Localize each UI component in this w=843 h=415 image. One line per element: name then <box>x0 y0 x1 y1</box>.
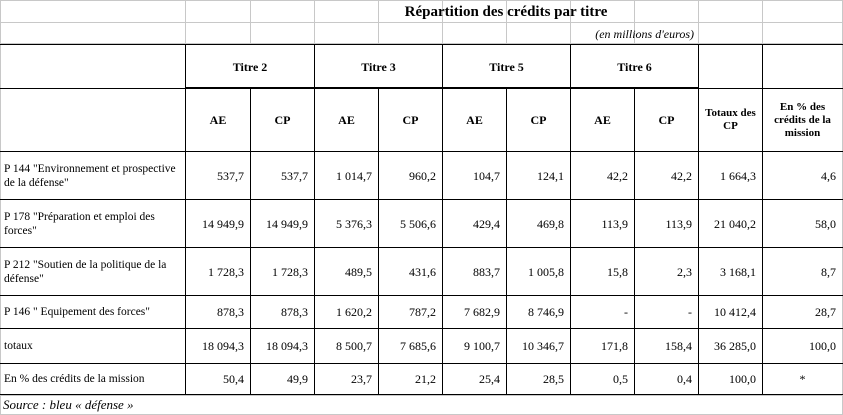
table-cell: 10 412,4 <box>714 305 756 319</box>
table-cell: 158,4 <box>665 339 692 353</box>
table-cell: 5 376,3 <box>336 216 372 231</box>
column-header-cp: CP <box>274 113 291 127</box>
table-cell: * <box>799 372 806 386</box>
column-header-ae: AE <box>338 113 355 127</box>
table-cell: 878,3 <box>217 305 244 319</box>
table-cell: 878,3 <box>281 305 308 319</box>
table-cell: 537,7 <box>281 168 308 183</box>
table-cell: 42,2 <box>671 168 692 183</box>
column-header-ae: AE <box>594 113 611 127</box>
table-cell: 787,2 <box>409 305 436 319</box>
table-cell: 7 685,6 <box>400 339 436 353</box>
table-cell: 14 949,9 <box>266 216 308 231</box>
column-header-cp: CP <box>530 113 547 127</box>
table-cell: 8 500,7 <box>336 339 372 353</box>
row-label: P 212 "Soutien de la politique de la défense" <box>4 258 167 285</box>
table-cell: 113,9 <box>665 216 692 231</box>
table-cell: 124,1 <box>537 168 564 183</box>
table-cell: 1 728,3 <box>208 264 244 279</box>
table-cell: 3 168,1 <box>720 264 756 279</box>
table-cell: 8,7 <box>821 264 836 279</box>
source-note: Source : bleu « défense » <box>3 397 134 412</box>
table-cell: 2,3 <box>677 264 692 279</box>
table-cell: 9 100,7 <box>464 339 500 353</box>
table-cell: 0,5 <box>613 372 628 386</box>
table-title: Répartition des crédits par titre <box>404 4 608 20</box>
table-cell: 49,9 <box>287 372 308 386</box>
table-cell: 18 094,3 <box>202 339 244 353</box>
row-label: P 144 "Environnement et prospective de la défense" <box>4 162 176 189</box>
table-cell: 21,2 <box>415 372 436 386</box>
table-cell: 1 620,2 <box>336 305 372 319</box>
table-cell: 10 346,7 <box>522 339 564 353</box>
table-cell: 113,9 <box>601 216 628 231</box>
table-cell: 0,4 <box>677 372 692 386</box>
column-header-ae: AE <box>466 113 483 127</box>
table-cell: 104,7 <box>473 168 500 183</box>
group-header-titre2: Titre 2 <box>232 59 268 74</box>
table-cell: 171,8 <box>601 339 628 353</box>
table-cell: 8 746,9 <box>528 305 564 319</box>
table-cell: 537,7 <box>217 168 244 183</box>
group-header-titre6: Titre 6 <box>617 59 652 74</box>
unit-note: (en millions d'euros) <box>595 26 694 41</box>
table-cell: 15,8 <box>607 264 628 279</box>
row-label: En % des crédits de la mission <box>4 373 145 385</box>
table-cell: 18 094,3 <box>266 339 308 353</box>
group-header-titre5: Titre 5 <box>489 59 524 74</box>
table-cell: 1 664,3 <box>720 168 756 183</box>
row-label: totaux <box>4 340 33 352</box>
group-header-titre3: Titre 3 <box>361 59 396 74</box>
table-cell: 28,7 <box>815 305 836 319</box>
column-header-ae: AE <box>209 113 227 127</box>
table-cell: 50,4 <box>223 372 244 386</box>
column-header-cp: CP <box>402 113 419 127</box>
column-header-totaux-cp: Totaux des CP <box>705 107 756 132</box>
table-cell: 1 005,8 <box>528 264 564 279</box>
table-cell: 431,6 <box>409 264 436 279</box>
table-cell: 4,6 <box>821 168 836 183</box>
table-cell: 5 506,6 <box>400 216 436 231</box>
table-cell: 7 682,9 <box>464 305 500 319</box>
table-cell: 100,0 <box>809 339 836 353</box>
table-cell: 469,8 <box>537 216 564 231</box>
table-cell: 25,4 <box>479 372 500 386</box>
table-cell: - <box>624 305 628 319</box>
table-cell: 100,0 <box>729 372 756 386</box>
table-cell: 28,5 <box>543 372 564 386</box>
table-cell: 883,7 <box>473 264 500 279</box>
table-cell: 58,0 <box>815 216 836 231</box>
table-cell: 21 040,2 <box>714 216 756 231</box>
table-cell: 23,7 <box>351 372 372 386</box>
row-label: P 146 " Equipement des forces" <box>4 306 150 318</box>
table-cell: - <box>688 305 692 319</box>
row-label: P 178 "Préparation et emploi des forces" <box>4 210 155 237</box>
column-header-cp: CP <box>658 113 675 127</box>
table-cell: 36 285,0 <box>714 339 756 353</box>
table-cell: 14 949,9 <box>202 216 244 231</box>
table-cell: 1 014,7 <box>336 168 372 183</box>
column-header-pct-mission: En % des crédits de la mission <box>774 100 831 139</box>
table-cell: 429,4 <box>473 216 500 231</box>
table-cell: 42,2 <box>607 168 628 183</box>
table-cell: 960,2 <box>409 168 436 183</box>
table-cell: 489,5 <box>345 264 372 279</box>
table-cell: 1 728,3 <box>272 264 308 279</box>
